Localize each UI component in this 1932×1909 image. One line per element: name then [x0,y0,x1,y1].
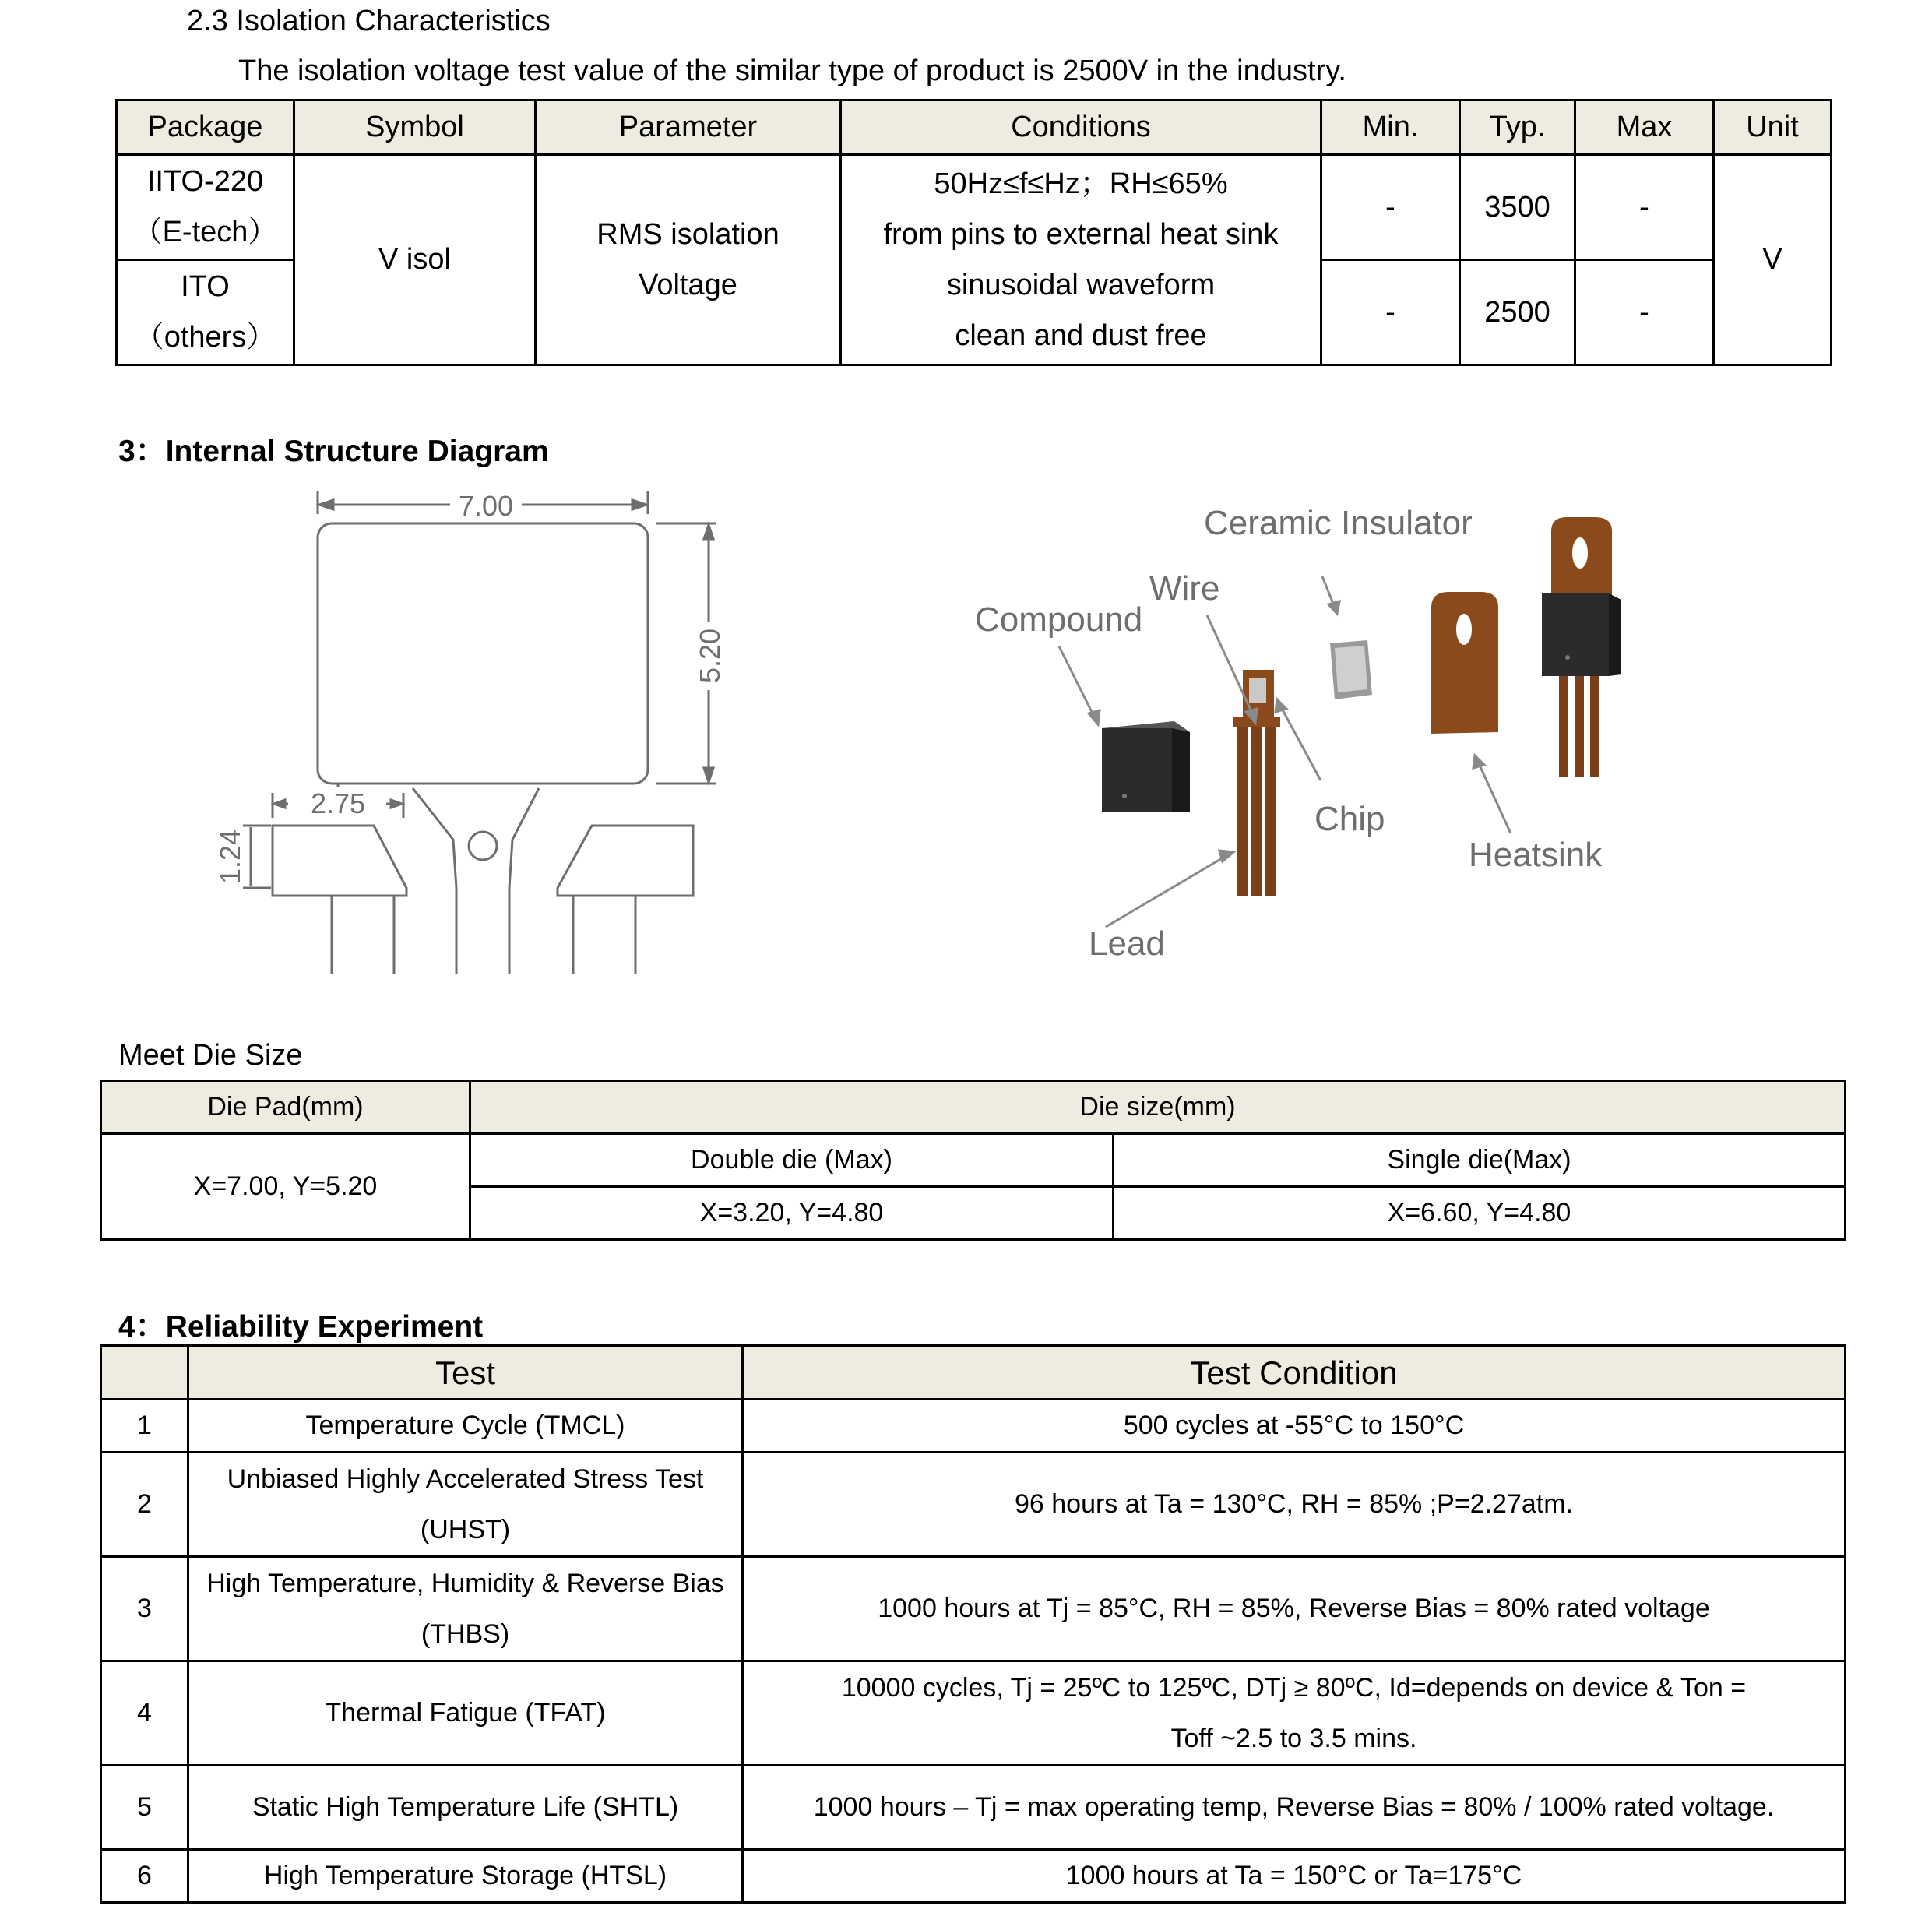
parameter-line: Voltage [639,268,737,301]
row-number: 5 [101,1766,188,1850]
package-note: （E-tech） [132,216,278,248]
test-name [188,1400,743,1453]
assembled-device [1542,517,1621,777]
compound-block [1102,721,1190,812]
section-2-3-title: 2.3 Isolation Characteristics [187,5,551,37]
label-heatsink: Heatsink [1469,836,1603,874]
double-die-value: X=3.20, Y=4.80 [470,1187,1114,1240]
col-die-pad: Die Pad(mm) [101,1081,470,1134]
test-condition [743,1400,1846,1453]
typ-cell: 2500 [1460,260,1575,365]
table-row [101,1453,1846,1557]
parameter-cell [536,155,841,365]
table-row [101,1557,1846,1661]
single-die-value: X=6.60, Y=4.80 [1114,1187,1846,1240]
heatsink-tab [1431,592,1498,734]
col-symbol: Symbol [294,100,536,155]
test-line: Unbiased Highly Accelerated Stress Test [227,1463,704,1494]
exploded-package-view [966,491,1713,974]
row-number: 2 [101,1453,188,1557]
die-pad-outline [318,523,648,784]
min-cell: - [1321,260,1460,365]
test-name [188,1557,743,1661]
die-size-title: Meet Die Size [118,1039,303,1072]
parameter-line: RMS isolation [596,217,779,251]
die-size-table [100,1080,1846,1241]
col-test-condition: Test Condition [743,1346,1846,1400]
test-name [188,1850,743,1903]
table-row [101,1661,1846,1766]
label-chip: Chip [1314,800,1385,838]
single-die-label: Single die(Max) [1114,1134,1846,1187]
die-pad-dimension-drawing [202,483,748,981]
condition-line: 96 hours at Ta = 130°C, RH = 85% ;P=2.27atm. [1014,1489,1573,1519]
left-lead-shoulder [273,826,406,896]
condition-line: 50Hz≤f≤Hz；RH≤65% [934,167,1228,200]
dim-width-label: 7.00 [458,490,514,522]
reliability-table [100,1344,1846,1904]
condition-line: 1000 hours at Ta = 150°C or Ta=175°C [1065,1861,1522,1890]
isolation-header-row [117,100,1832,155]
condition-line: 1000 hours – Tj = max operating temp, Reverse Bias = 80% / 100% rated voltage. [813,1792,1775,1822]
die-header-row [101,1081,1846,1134]
test-name [188,1661,743,1766]
label-compound: Compound [975,601,1143,639]
col-number [101,1346,188,1400]
row-number: 4 [101,1661,188,1766]
row-number: 3 [101,1557,188,1661]
ceramic-insulator [1330,640,1372,699]
section-3-heading: 3：Internal Structure Diagram [118,435,549,468]
reliability-header-row [101,1346,1846,1400]
test-line: Static High Temperature Life (SHTL) [252,1792,679,1822]
table-row [101,1766,1846,1850]
col-die-size: Die size(mm) [470,1081,1846,1134]
die-pad-value: X=7.00, Y=5.20 [101,1134,470,1240]
test-condition [743,1850,1846,1903]
test-condition [743,1453,1846,1557]
col-typ: Typ. [1460,100,1575,155]
condition-line: 1000 hours at Tj = 85°C, RH = 85%, Reverse Bias = 80% rated voltage [878,1594,1710,1623]
test-condition [743,1766,1846,1850]
test-name [188,1453,743,1557]
typ-cell: 3500 [1460,155,1575,260]
symbol-cell: V isol [294,155,536,365]
unit-cell: V [1714,155,1832,365]
die-subheader-row [101,1134,1846,1187]
max-cell: - [1575,260,1714,365]
col-min: Min. [1321,100,1460,155]
test-line: Thermal Fatigue (TFAT) [325,1698,606,1728]
isolation-table [115,99,1832,366]
dim-height-label: 5.20 [694,628,726,684]
package-name: ITO [181,270,230,303]
table-row [101,1400,1846,1453]
double-die-label: Double die (Max) [470,1134,1114,1187]
condition-line: sinusoidal waveform [946,268,1216,301]
test-condition [743,1557,1846,1661]
table-row [101,1850,1846,1903]
test-line: (UHST) [420,1514,511,1544]
col-test: Test [188,1346,743,1400]
condition-line: from pins to external heat sink [883,217,1279,251]
dim-lead-height-label: 1.24 [214,829,246,885]
col-package: Package [117,100,294,155]
condition-line: clean and dust free [955,319,1207,352]
right-lead-shoulder [558,826,693,896]
package-note: （others） [134,321,276,354]
test-line: Temperature Cycle (TMCL) [305,1411,625,1440]
label-wire: Wire [1149,569,1220,608]
col-parameter: Parameter [536,100,841,155]
lead-frame [1233,670,1280,896]
col-unit: Unit [1714,100,1832,155]
section-4-heading: 4：Reliability Experiment [118,1310,484,1344]
test-name [188,1766,743,1850]
test-line: High Temperature Storage (HTSL) [263,1861,667,1890]
isolation-note: The isolation voltage test value of the similar type of product is 2500V in the industry. [238,55,1346,87]
max-cell: - [1575,155,1714,260]
isolation-row-etech [117,155,1832,260]
label-lead: Lead [1089,925,1165,963]
label-ceramic-insulator: Ceramic Insulator [1204,504,1473,542]
condition-line: Toff ~2.5 to 3.5 mins. [1170,1723,1417,1753]
row-number: 6 [101,1850,188,1903]
package-name: IITO-220 [146,165,264,198]
test-line: (THBS) [421,1618,510,1649]
col-max: Max [1575,100,1714,155]
conditions-cell [841,155,1321,365]
min-cell: - [1321,155,1460,260]
col-conditions: Conditions [841,100,1321,155]
dim-pin-offset-label: 2.75 [310,787,366,819]
test-line: High Temperature, Humidity & Reverse Bias [206,1568,724,1598]
package-cell [117,155,294,260]
test-condition [743,1661,1846,1766]
condition-line: 10000 cycles, Tj = 25ºC to 125ºC, DTj ≥ 80ºC, Id=depends on device & Ton = [841,1672,1747,1703]
package-cell [117,260,294,365]
condition-line: 500 cycles at -55°C to 150°C [1123,1411,1465,1440]
mount-hole [469,832,497,860]
row-number: 1 [101,1400,188,1453]
